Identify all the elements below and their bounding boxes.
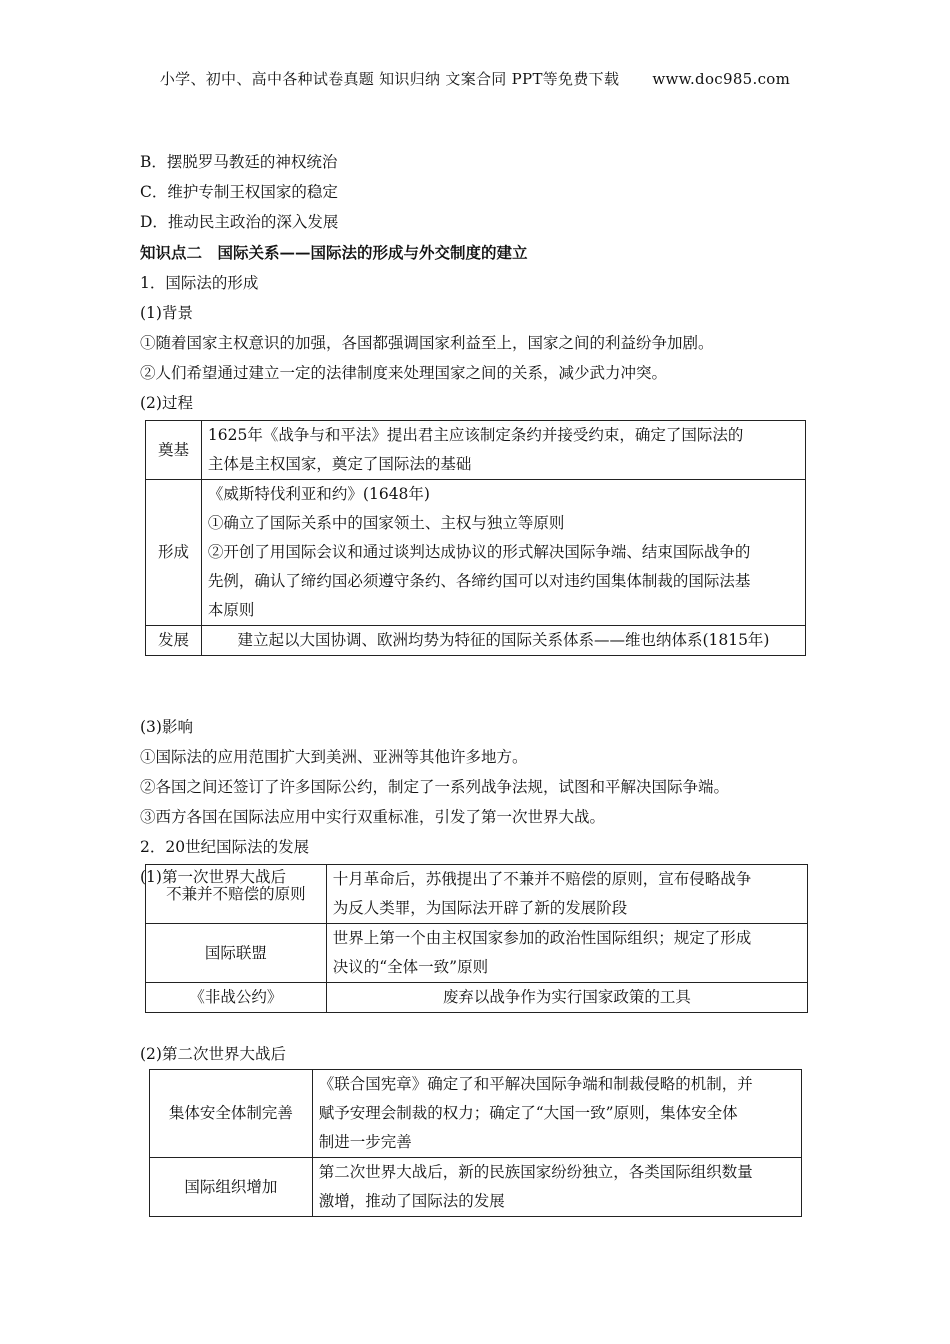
content-line: 建立起以大国协调、欧洲均势为特征的国际关系体系——维也纳体系(1815年) xyxy=(237,631,770,649)
impact-item-2: ②各国之间还签订了许多国际公约，制定了一系列战争法规，试图和平解决国际争端。 xyxy=(140,778,730,796)
row-label-foundation: 奠基 xyxy=(146,421,202,480)
process-heading: (2)过程 xyxy=(140,394,193,412)
background-item-1: ①随着国家主权意识的加强，各国都强调国家利益至上，国家之间的利益纷争加剧。 xyxy=(140,334,714,352)
impact-item-1: ①国际法的应用范围扩大到美洲、亚洲等其他许多地方。 xyxy=(140,748,528,766)
background-item-2: ②人们希望通过建立一定的法律制度来处理国家之间的关系，减少武力冲突。 xyxy=(140,364,668,382)
row-label: 《非战公约》 xyxy=(146,983,327,1013)
table-row xyxy=(146,924,808,983)
table-row xyxy=(146,626,806,656)
option-c: C．维护专制王权国家的稳定 xyxy=(140,183,338,201)
table-row xyxy=(146,480,806,626)
content-line: 十月革命后，苏俄提出了不兼并不赔偿的原则，宣布侵略战争 xyxy=(332,870,752,888)
table-row xyxy=(146,421,806,480)
row-content-foundation xyxy=(201,421,805,480)
subsection-1: 1．国际法的形成 xyxy=(140,274,259,292)
content-line: 先例，确认了缔约国必须遵守条约、各缔约国可以对违约国集体制裁的国际法基 xyxy=(207,572,751,590)
row-label: 集体安全体制完善 xyxy=(150,1070,313,1158)
table-row xyxy=(146,983,808,1013)
row-label-development: 发展 xyxy=(146,626,202,656)
row-label: 不兼并不赔偿的原则 xyxy=(146,865,327,924)
content-line: 制进一步完善 xyxy=(318,1133,412,1151)
ww2-heading: (2)第二次世界大战后 xyxy=(140,1045,286,1063)
subsection-2: 2．20世纪国际法的发展 xyxy=(140,838,310,856)
ww1-table xyxy=(145,864,808,1013)
content-line: 1625年《战争与和平法》提出君主应该制定条约并接受约束，确定了国际法的 xyxy=(207,426,744,444)
content-line: 主体是主权国家，奠定了国际法的基础 xyxy=(207,455,472,473)
content-line: 废弃以战争作为实行国家政策的工具 xyxy=(442,988,691,1006)
row-content xyxy=(326,924,807,983)
content-line: ①确立了国际关系中的国家领土、主权与独立等原则 xyxy=(207,514,565,532)
content-line: 第二次世界大战后，新的民族国家纷纷独立，各类国际组织数量 xyxy=(318,1163,753,1181)
table-row xyxy=(150,1070,802,1158)
content-line: 本原则 xyxy=(207,601,255,619)
row-content xyxy=(312,1070,801,1158)
ww2-table xyxy=(149,1069,802,1217)
row-content xyxy=(326,983,807,1013)
row-label: 国际组织增加 xyxy=(150,1158,313,1217)
table-row xyxy=(150,1158,802,1217)
table-row xyxy=(146,865,808,924)
process-table xyxy=(145,420,806,656)
option-d: D．推动民主政治的深入发展 xyxy=(140,213,339,231)
section-title: 知识点二 国际关系——国际法的形成与外交制度的建立 xyxy=(140,243,528,262)
impact-item-3: ③西方各国在国际法应用中实行双重标准，引发了第一次世界大战。 xyxy=(140,808,606,826)
header-text: 小学、初中、高中各种试卷真题 知识归纳 文案合同 PPT等免费下载 xyxy=(159,70,620,88)
option-b: B．摆脱罗马教廷的神权统治 xyxy=(140,153,338,171)
header-url[interactable]: www.doc985.com xyxy=(652,70,791,88)
content-line: 决议的“全体一致”原则 xyxy=(332,958,489,976)
page-header xyxy=(0,68,950,89)
background-heading: (1)背景 xyxy=(140,304,193,322)
row-content-development xyxy=(201,626,805,656)
impact-heading: (3)影响 xyxy=(140,718,193,736)
content-line: ②开创了用国际会议和通过谈判达成协议的形式解决国际争端、结束国际战争的 xyxy=(207,543,751,561)
ww1-heading: (1)第一次世界大战后 xyxy=(140,868,286,886)
content-line: 世界上第一个由主权国家参加的政治性国际组织；规定了形成 xyxy=(332,929,752,947)
content-line: 为反人类罪，为国际法开辟了新的发展阶段 xyxy=(332,899,628,917)
row-content-formation xyxy=(201,480,805,626)
row-content xyxy=(326,865,807,924)
content-line: 赋予安理会制裁的权力；确定了“大国一致”原则，集体安全体 xyxy=(318,1104,738,1122)
content-line: 激增，推动了国际法的发展 xyxy=(318,1192,505,1210)
content-line: 《联合国宪章》确定了和平解决国际争端和制裁侵略的机制，并 xyxy=(318,1075,753,1093)
content-line: 《威斯特伐利亚和约》(1648年) xyxy=(207,485,430,503)
row-label: 国际联盟 xyxy=(146,924,327,983)
row-content xyxy=(312,1158,801,1217)
row-label-formation: 形成 xyxy=(146,480,202,626)
